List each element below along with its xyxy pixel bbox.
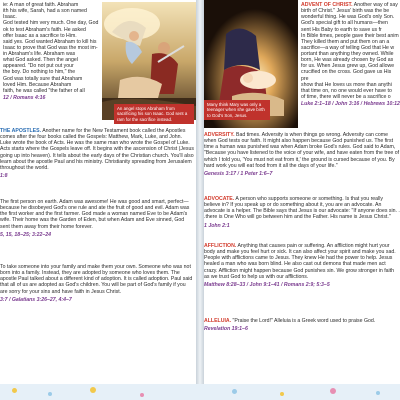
advent-line: that time on, no one would ever have to — [301, 87, 392, 94]
alleluia-heading: ALLELUIA. — [204, 318, 232, 324]
decor-dot — [90, 387, 96, 393]
abraham-painting — [102, 2, 196, 120]
advent-line: born, He was already chosen by God as — [301, 57, 394, 64]
adversity-ref: Genesis 3:17 / 1 Peter 1:6–7 — [204, 170, 273, 177]
advocate-ref: 1 John 2:1 — [204, 222, 230, 229]
abraham-head — [158, 42, 170, 54]
alleluia-text: "Praise the Lord!" Alleluia is a Greek word used to praise God. — [232, 318, 376, 324]
abraham-line: God tested him very much. One day, God — [3, 20, 99, 27]
advent-line: God's special gift to all humans—then — [301, 20, 388, 27]
abraham-ref: 12 / Romans 4:16 — [3, 94, 46, 101]
affliction-entry — [204, 243, 400, 288]
abraham-line: loved Him. Because Abraham — [3, 81, 72, 88]
abraham-caption: An angel stops Abraham from sacrificing his son Isaac. God sent a ram for the sacrifice instead. — [114, 104, 194, 124]
decor-dot — [330, 388, 336, 394]
advent-text — [301, 2, 399, 100]
abraham-line: offer Isaac as a sacrifice to Him. — [3, 32, 77, 39]
decor-dot — [48, 392, 52, 396]
advent-line: wonderful thing. He was God's only Son. — [301, 14, 395, 21]
adversity-heading: ADVERSITY. — [204, 132, 235, 138]
advent-line: crucified on the cross. God gave us His pre — [301, 69, 392, 82]
angel-head — [129, 31, 139, 41]
decorative-dots-strip — [0, 384, 400, 400]
abraham-line: in Abraham's life. Abraham was — [3, 51, 76, 57]
advent-line: In Bible times, people gave their best anim — [301, 32, 399, 39]
adoption-ref: 3:7 / Galatians 3:26–27, 4:4–7 — [0, 296, 72, 303]
advent-line: sent His Baby to earth to save us fr — [301, 26, 382, 33]
abraham-painting-svg — [102, 2, 196, 120]
advent-line: of time, there will never be a sacrifice o — [301, 93, 391, 100]
abraham-entry — [3, 2, 101, 101]
abraham-line: faith, he was called "the father of all — [3, 87, 85, 94]
abraham-line: said yes. God wanted Abraham to kill his — [3, 38, 97, 45]
adversity-text: Bad times. Adversity is when things go wrong. Adversity can come when God tests our faith. It might also happen because God punished us. The first time a human was punished was when Adam broke God's rules. God said to Adam, "Because you have listened to the voice of your wife, and have eaten from the tree of which I told you, 'You must not eat from it,' the ground is cursed because of you. By hard work you will eat food from it all the days of your life." — [204, 132, 400, 169]
book-gutter — [196, 0, 204, 400]
abraham-line: ok to test Abraham's faith. He asked — [3, 26, 86, 33]
advent-line: Another way of say — [353, 2, 398, 8]
affliction-heading: AFFLICTION. — [204, 243, 237, 249]
abraham-line: appeared. "Do not put out your — [3, 63, 74, 70]
abraham-line: the boy. Do nothing to him," the — [3, 69, 76, 76]
left-page — [0, 0, 198, 400]
advent-ref: Luke 2:1–18 / John 3:16 / Hebrews 10:12 — [301, 101, 400, 107]
apostles-ref: 1:8 — [0, 172, 8, 179]
decor-dot — [140, 393, 144, 397]
abraham-line: ith his wife, Sarah, had a son named Isaac. — [3, 8, 87, 21]
advent-line: for us. When Jesus grew up, God allowe — [301, 63, 395, 70]
abraham-line: what God asked. Then the angel — [3, 57, 78, 64]
advocate-entry — [204, 196, 400, 229]
advent-heading: ADVENT OF CHRIST. — [301, 2, 353, 8]
adoption-entry — [0, 264, 194, 303]
alleluia-entry — [204, 318, 400, 332]
right-page — [202, 0, 400, 400]
affliction-text: Anything that causes pain or suffering. An affliction might hurt your body and make you feel hurt or sick. It can also affect your spirit and make you sad. People with afflictions came to Jesus. They knew He had the power to help. Jesus healed a man who was born blind. He also cast out demons that made men act crazy. Affliction might happen because God punishes sin. We grow stronger in faith as we trust God to help us with our afflictions. — [204, 243, 396, 280]
decor-dot — [12, 388, 17, 393]
advent-entry — [301, 2, 400, 107]
affliction-ref: Matthew 8:28–33 / John 9:1–41 / Romans 2:9; 5:3–5 — [204, 281, 330, 288]
adversity-entry — [204, 132, 400, 177]
abraham-line: ie: A man of great faith. Abraham — [3, 2, 79, 8]
nativity-caption: Many think Mary was only a teenager when she gave birth to God's Son, Jesus. — [204, 100, 270, 120]
abraham-text — [3, 2, 101, 94]
advocate-text: A person who supports someone or something. Is that you really believe in? If you speak up or do something about it, you are an advocate. An advocate is a helper. The Bible says that Jesus is our advocate: "If anyone does sin. . .there is One Who will go between him and the Father. His name is Jesus Christ." — [204, 196, 400, 221]
advocate-heading: ADVOCATE. — [204, 196, 235, 202]
advent-line: birth of Christ." Jesus' birth was the be — [301, 8, 390, 15]
apostles-text: Another name for the New Testament book called the Apostles comes after the four books called the Gospels: Matthew, Mark, Luke, and John. Luke wrote the book of Acts. He was the same man who wrote the Gospel of Luke. Acts starts where the Gospels leave off. It begins with the ascension of Christ (Jesus going up into heaven). It tells about the early days of the Christian church. You'll also learn about the apostle Paul and his ministry. Christianity spreading from Jerusalem throughout the world. — [0, 128, 194, 171]
advent-line: portant than anything they owned. While — [301, 51, 394, 57]
apostles-heading: THE APOSTLES. — [0, 128, 42, 134]
advent-line: They killed them and put them on an a — [301, 38, 390, 45]
decor-dot — [232, 389, 237, 394]
decor-dot — [280, 392, 284, 396]
apostles-entry — [0, 128, 194, 179]
abraham-line: Isaac to prove that God was the most im- — [3, 44, 98, 51]
adam-ref: 5, 15, 18–25; 3:22–24 — [0, 231, 52, 238]
advent-line: show that He loves us more than anythi — [301, 81, 392, 88]
alleluia-ref: Revelation 19:1–6 — [204, 326, 248, 333]
adam-text: The first person on earth. Adam was awesome! He was good and smart, perfect—because he disobeyed God's one rule and ate the fruit of good and evil. Adam was the first worker and the first farmer. God made a woman named Eve to be Adam's wife. Their home was the Garden of Eden, but when Adam and Eve sinned, God sent them away from their home forever. — [0, 199, 190, 230]
adoption-text: To take someone into your family and make them your own. Someone who was not born into a family. Instead, they are adopted by someone who loves them. The apostle Paul talked about a different kind of adoption. It is called adoption. Paul said that all of us are adopted as God's children. You will be part of God's family if you are sorry for your sins and have faith in Jesus Christ. — [0, 264, 193, 295]
decor-dot — [376, 391, 380, 395]
abraham-line: God was totally sure that Abraham — [3, 75, 83, 82]
advent-line: sacrifice—a way of telling God that He w — [301, 44, 395, 51]
adam-entry — [0, 199, 194, 238]
